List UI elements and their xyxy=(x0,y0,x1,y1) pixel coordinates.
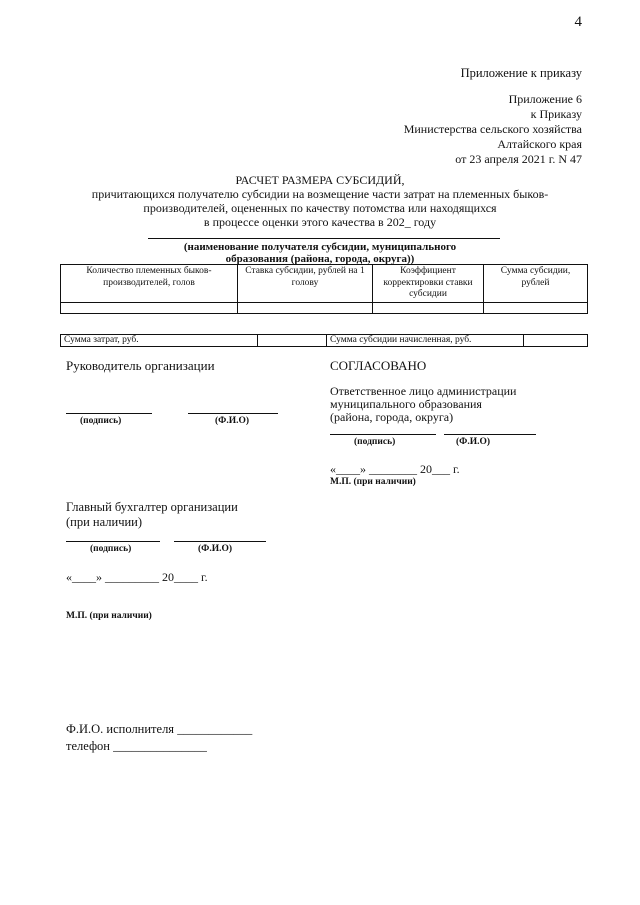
doc-title-line2: причитающихся получателю субсидии на возмещение части затрат на племенных быков- xyxy=(91,187,549,201)
cell-rate-per-head[interactable] xyxy=(238,303,373,314)
approved-signature-line[interactable] xyxy=(330,434,436,435)
approved-date-day: «____» xyxy=(330,462,366,476)
accountant-date-day: «____» xyxy=(66,570,102,584)
chief-accountant-label2: (при наличии) xyxy=(66,515,143,529)
cell-bulls-count[interactable] xyxy=(61,303,238,314)
appendix-number: Приложение 6 xyxy=(508,92,582,106)
accountant-date-month: _________ xyxy=(105,570,159,584)
approved-fio-caption: (Ф.И.О) xyxy=(456,437,491,447)
column-header-subsidy-amount: Сумма субсидии, рублей xyxy=(484,265,588,303)
chief-accountant-label: Главный бухгалтер организации xyxy=(66,500,238,514)
approved-date-month: ________ xyxy=(369,462,417,476)
recipient-name-line[interactable] xyxy=(148,238,500,239)
accountant-signature-caption: (подпись) xyxy=(90,544,132,554)
region-name: Алтайского края xyxy=(497,137,582,151)
costs-sum-value[interactable] xyxy=(258,335,327,347)
accountant-signature-line[interactable] xyxy=(66,541,160,542)
subsidy-calculation-table xyxy=(60,264,588,314)
head-fio-caption: (Ф.И.О) xyxy=(215,416,250,426)
accountant-stamp: М.П. (при наличии) xyxy=(66,611,152,621)
doc-title-line4: в процессе оценки этого качества в 202_ году xyxy=(203,215,437,229)
accountant-date-year: 20____ г. xyxy=(162,570,208,584)
column-header-bulls-count: Количество племенных быков-производителей, голов xyxy=(61,265,238,303)
page-number: 4 xyxy=(574,14,582,30)
to-order: к Приказу xyxy=(530,107,582,121)
appendix-to-order: Приложение к приказу xyxy=(460,66,582,80)
column-header-rate-per-head: Ставка субсидии, рублей на 1 голову xyxy=(238,265,373,303)
cell-subsidy-amount[interactable] xyxy=(484,303,588,314)
approved-fio-line[interactable] xyxy=(444,434,536,435)
accrued-sum-value[interactable] xyxy=(524,335,588,347)
head-of-org-label: Руководитель организации xyxy=(66,358,215,373)
approved-date-year: 20___ г. xyxy=(420,462,460,476)
approved-stamp: М.П. (при наличии) xyxy=(330,477,416,487)
executor-phone-blank: _______________ xyxy=(113,739,207,753)
head-signature-caption: (подпись) xyxy=(80,416,122,426)
executor-phone-label: телефон xyxy=(66,739,110,753)
approved-label: СОГЛАСОВАНО xyxy=(330,358,427,373)
approved-official-line2: муниципального образования xyxy=(330,397,482,411)
cell-correction-coefficient[interactable] xyxy=(373,303,484,314)
executor-fio-blank: ____________ xyxy=(177,722,253,736)
doc-title-line3: производителей, оцененных по качеству потомства или находящихся xyxy=(143,201,497,215)
approved-signature-caption: (подпись) xyxy=(354,437,396,447)
recipient-caption-line2: образования (района, города, округа)) xyxy=(225,253,415,265)
accountant-fio-caption: (Ф.И.О) xyxy=(198,544,233,554)
executor-fio-label: Ф.И.О. исполнителя xyxy=(66,722,175,736)
accountant-fio-line[interactable] xyxy=(174,541,266,542)
sums-table xyxy=(60,334,588,347)
executor-phone[interactable] xyxy=(66,739,207,753)
approved-official-line3: (района, города, округа) xyxy=(330,410,454,424)
column-header-correction-coefficient: Коэффициент корректировки ставки субсидии xyxy=(373,265,484,303)
order-date-number: от 23 апреля 2021 г. N 47 xyxy=(455,152,582,166)
accrued-sum-label: Сумма субсидии начисленная, руб. xyxy=(327,335,524,347)
approved-official-line1: Ответственное лицо администрации xyxy=(330,384,517,398)
head-signature-line[interactable] xyxy=(66,413,152,414)
ministry-name: Министерства сельского хозяйства xyxy=(403,122,582,136)
approved-date[interactable] xyxy=(330,462,460,476)
executor-fio[interactable] xyxy=(66,722,252,736)
recipient-caption: (наименование получателя субсидии, муниципального xyxy=(183,241,457,253)
costs-sum-label: Сумма затрат, руб. xyxy=(61,335,258,347)
doc-title: РАСЧЕТ РАЗМЕРА СУБСИДИЙ, xyxy=(235,173,405,187)
accountant-date[interactable] xyxy=(66,570,208,584)
head-fio-line[interactable] xyxy=(188,413,278,414)
